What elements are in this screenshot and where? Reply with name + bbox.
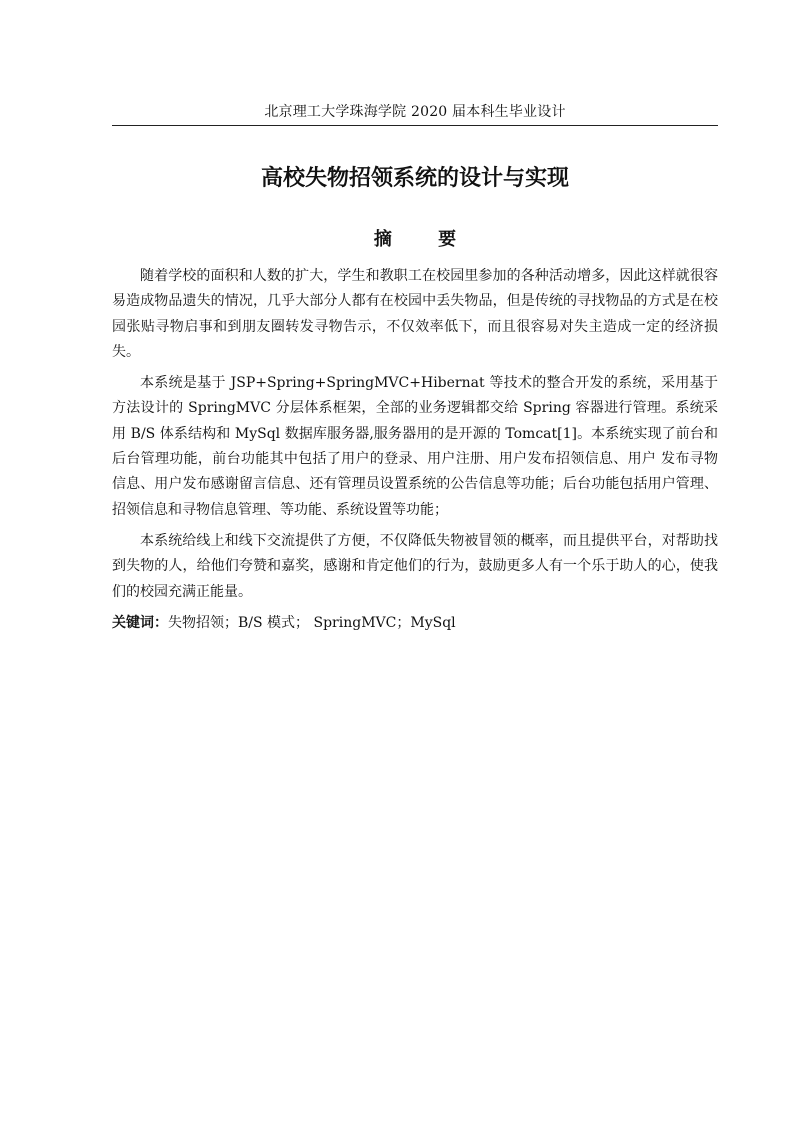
keywords-value: 失物招领；B/S 模式； SpringMVC；MySql bbox=[168, 614, 456, 631]
abstract-paragraph-1: 随着学校的面积和人数的扩大，学生和教职工在校园里参加的各种活动增多，因此这样就很容易造成物品遗失的情况，几乎大部分人都有在校园中丢失物品，但是传统的寻找物品的方式是在校园张贴寻物启事和到朋友圈转发寻物告示，不仅效率低下，而且很容易对失主造成一定的经济损失。 bbox=[112, 268, 718, 360]
abstract-paragraph-2: 本系统是基于 JSP+Spring+SpringMVC+Hibernat 等技术的整合开发的系统，采用基于方法设计的 SpringMVC 分层体系框架，全部的业务逻辑都交给 Spring 容器进行管理。系统采用 B/S 体系结构和 MySql 数据库服务器,服务器用的是开源的 Tomcat[1]。本系统实现了前台和后台管理功能，前台功能其中包括了用户的登录、用户注册、用户发布招领信息、用户 发布寻物信息、用户发布感谢留言信息、还有管理员设置系统的公告信息等功能；后台功能包括用户管理、招领信息和寻物信息管理、等功能、系统设置等功能； bbox=[112, 375, 718, 518]
paper-title: 高校失物招领系统的设计与实现 bbox=[260, 165, 569, 191]
header-rule bbox=[112, 125, 718, 126]
abstract-paragraph-3: 本系统给线上和线下交流提供了方便，不仅降低失物被冒领的概率，而且提供平台，对帮助找到失物的人，给他们夸赞和嘉奖，感谢和肯定他们的行为，鼓励更多人有一个乐于助人的心，使我们的校园充满正能量。 bbox=[112, 532, 718, 600]
keywords-label: 关键词： bbox=[112, 614, 168, 631]
abstract-body bbox=[112, 264, 718, 636]
abstract-heading: 摘 要 bbox=[373, 229, 477, 250]
running-header: 北京理工大学珠海学院 2020 届本科生毕业设计 bbox=[264, 104, 566, 120]
keywords-line bbox=[112, 611, 718, 636]
